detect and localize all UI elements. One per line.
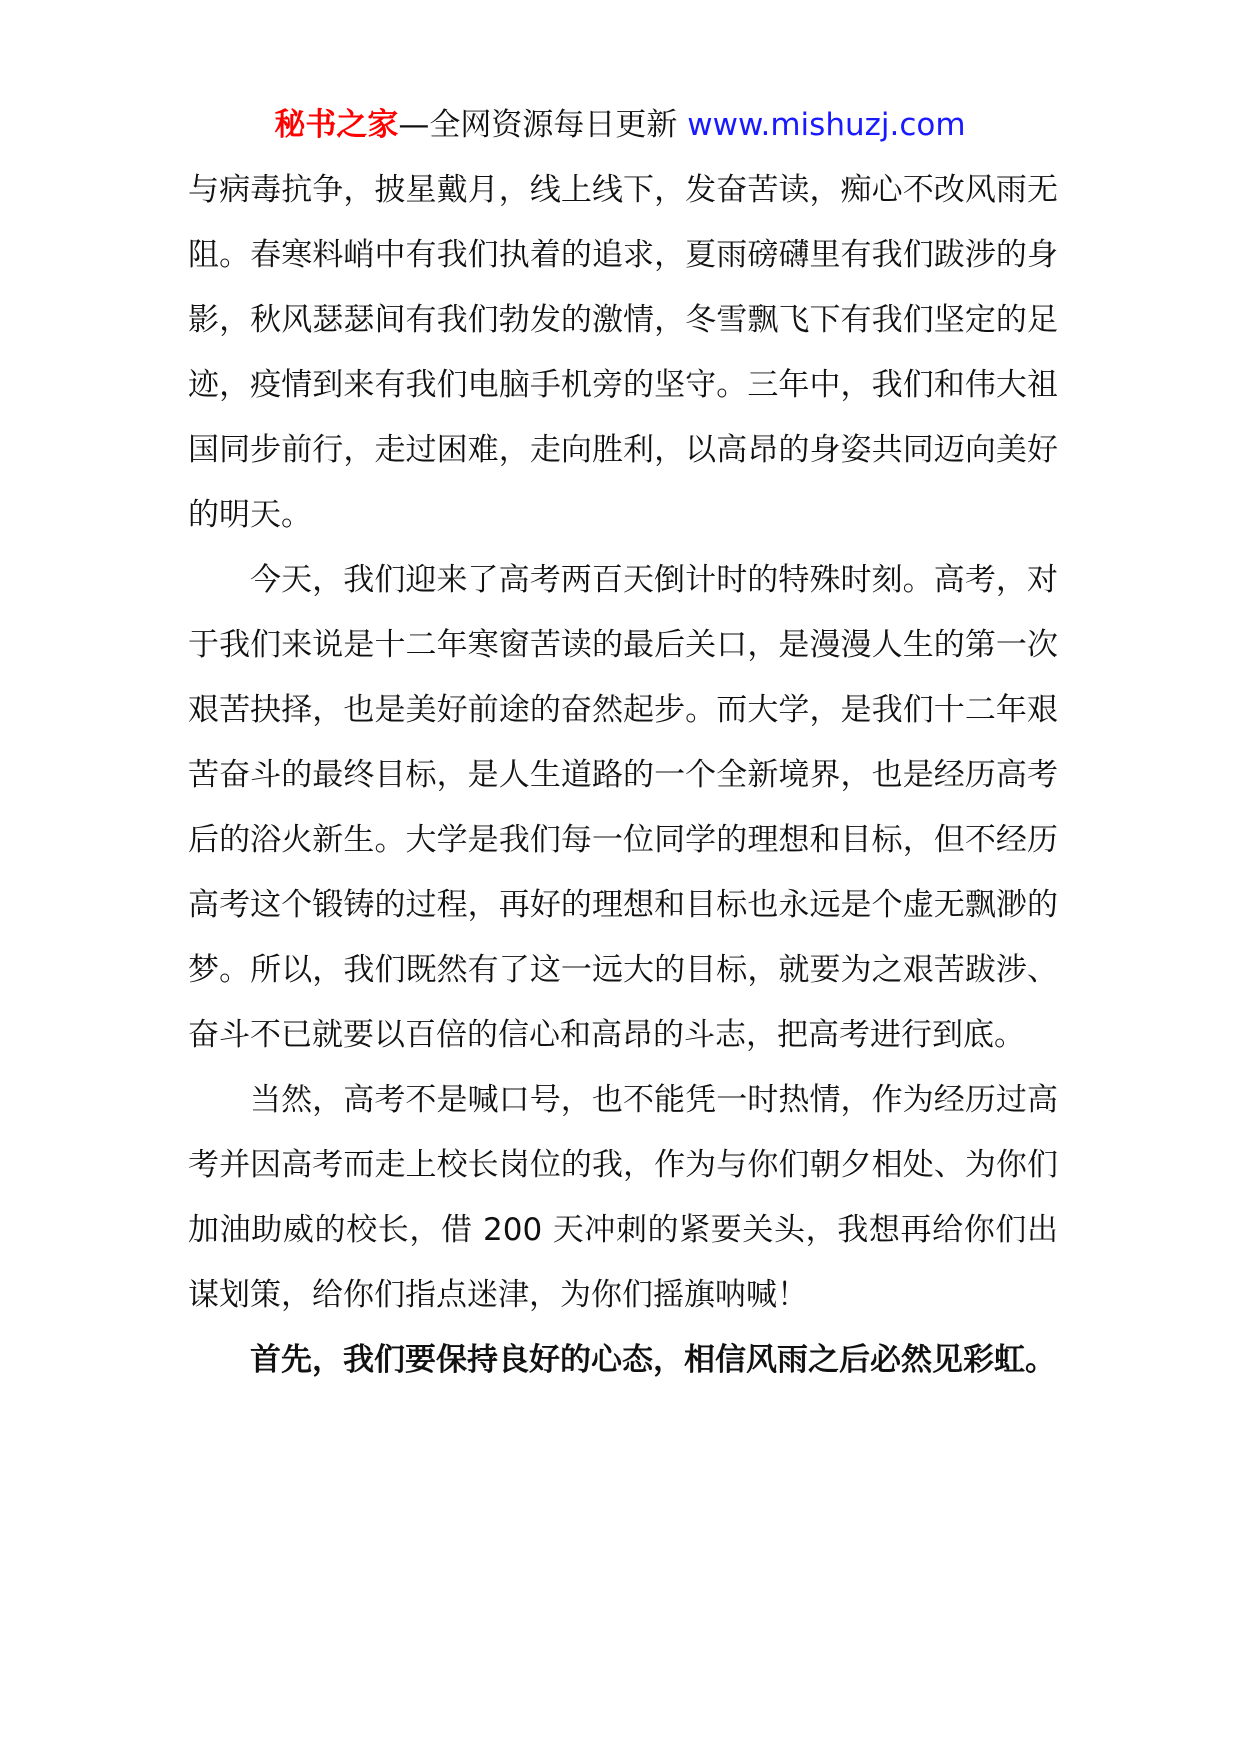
document-body: [188, 158, 1058, 1393]
header-brand: 秘书之家: [274, 107, 399, 143]
header-tagline: —全网资源每日更新: [398, 107, 688, 143]
paragraph-1: 与病毒抗争，披星戴月，线上线下，发奋苦读，痴心不改风雨无阻。春寒料峭中有我们执着的追求，夏雨磅礴里有我们跋涉的身影，秋风瑟瑟间有我们勃发的激情，冬雪飘飞下有我们坚定的足迹，疫情到来有我们电脑手机旁的坚守。三年中，我们和伟大祖国同步前行，走过困难，走向胜利，以高昂的身姿共同迈向美好的明天。: [188, 172, 1058, 533]
paragraph-2: 今天，我们迎来了高考两百天倒计时的特殊时刻。高考，对于我们来说是十二年寒窗苦读的最后关口，是漫漫人生的第一次艰苦抉择，也是美好前途的奋然起步。而大学，是我们十二年艰苦奋斗的最终目标，是人生道路的一个全新境界，也是经历高考后的浴火新生。大学是我们每一位同学的理想和目标，但不经历高考这个锻铸的过程，再好的理想和目标也永远是个虚无飘渺的梦。所以，我们既然有了这一远大的目标，就要为之艰苦跋涉、奋斗不已就要以百倍的信心和高昂的斗志，把高考进行到底。: [188, 562, 1058, 1053]
section-heading-1: 首先，我们要保持良好的心态，相信风雨之后必然见彩虹。: [250, 1342, 1056, 1378]
page-header: [0, 100, 1240, 150]
header-url-link[interactable]: www.mishuzj.com: [687, 107, 966, 143]
paragraph-3: 当然，高考不是喊口号，也不能凭一时热情，作为经历过高考并因高考而走上校长岗位的我，作为与你们朝夕相处、为你们加油助威的校长，借 200 天冲刺的紧要关头，我想再给你们出谋划策，给你们指点迷津，为你们摇旗呐喊！: [188, 1082, 1058, 1313]
